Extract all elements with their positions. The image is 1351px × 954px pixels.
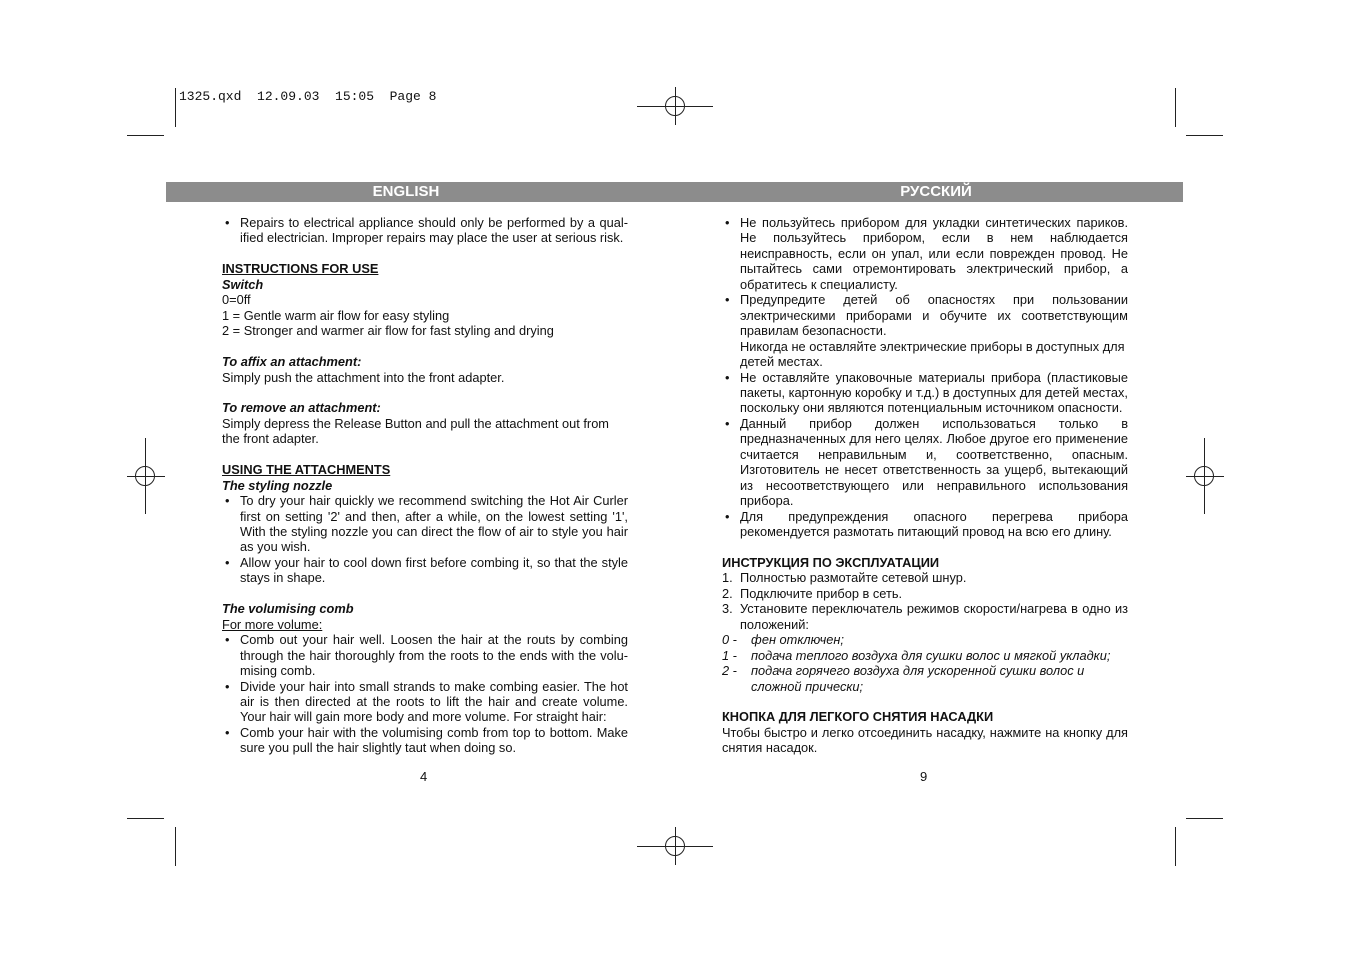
step-item: 2. Подключите прибор в сеть. — [722, 585, 903, 601]
comb-heading: The volumising comb — [222, 601, 354, 617]
russian-header: РУССКИЙ — [900, 183, 972, 200]
remove-heading: To remove an attachment: — [222, 400, 381, 416]
list-item: • Comb out your hair well. Loosen the hair at the routs by combing through the hair thoroughly from the roots to the ends with the volu-mising comb. — [225, 632, 628, 679]
instructions-heading-ru: ИНСТРУКЦИЯ ПО ЭКСПЛУАТАЦИИ — [722, 554, 940, 570]
switch-setting-0: 0=0ff — [222, 292, 251, 308]
step-item: 1. Полностью размотайте сетевой шнур. — [722, 570, 967, 586]
instructions-heading: INSTRUCTIONS FOR USE — [222, 261, 379, 277]
list-item: • Не оставляйте упаковочные материалы прибора (пластиковые пакеты, картонную коробку и т.д.) в доступных для детей местах, поскольку они являются потенциальным источником опасности. — [725, 369, 1128, 416]
list-item: • Предупредите детей об опасностях при пользовании электрическими приборами и обучите их соответствующим правилам безопасности. — [725, 292, 1128, 339]
switch-setting-1: 1 = Gentle warm air flow for easy styling — [222, 307, 450, 323]
switch-setting-2: 2 = Stronger and warmer air flow for fast styling and drying — [222, 323, 554, 339]
list-item: • Repairs to electrical appliance should only be performed by a qual-ified electrician. Improper repairs may place the user at serious risk. — [225, 215, 628, 246]
switch-label: Switch — [222, 276, 264, 292]
release-text-ru: Чтобы быстро и легко отсоединить насадку, нажмите на кнопку для снятия насадок. — [722, 724, 1128, 756]
release-heading-ru: КНОПКА ДЛЯ ЛЕГКОГО СНЯТИЯ НАСАДКИ — [722, 709, 994, 725]
list-item: • To dry your hair quickly we recommend switching the Hot Air Curler first on setting '2' and then, after a while, on the lowest setting '1', With the styling nozzle you can direct the flow of air to style you hair as you wish. — [225, 493, 628, 555]
russian-column — [722, 215, 1128, 756]
list-item: • Comb your hair with the volumising comb from top to bottom. Make sure you pull the hair slightly taut when doing so. — [225, 724, 628, 756]
affix-heading: To affix an attachment: — [222, 354, 362, 370]
step-item: 3. Установите переключатель режимов скорости/нагрева в одно из положений: — [722, 601, 1128, 632]
affix-text: Simply push the attachment into the front adapter. — [222, 369, 505, 385]
list-item-continuation: Никогда не оставляйте электрические приборы в доступных для детей местах. — [740, 338, 1125, 370]
page-number-right: 9 — [920, 769, 928, 784]
list-item: • Для предупреждения опасного перегрева прибора рекомендуется размотать питающий провод на всю его длину. — [725, 508, 1128, 540]
remove-text: Simply depress the Release Button and pull the attachment out from the front adapter. — [222, 415, 609, 447]
option-item: 1 - подача теплого воздуха для сушки волос и мягкой укладки; — [722, 647, 1111, 663]
english-header: ENGLISH — [372, 183, 440, 200]
english-column — [222, 215, 628, 756]
attachments-heading: USING THE ATTACHMENTS — [222, 462, 391, 478]
list-item: • Не пользуйтесь прибором для укладки синтетических париков. Не пользуйтесь прибором, если в нем наблюдается неисправность, если он упал, или если поврежден провод. Не пытайтесь сами отремонтировать электрический прибор, а обратитесь к специалисту. — [725, 215, 1128, 292]
option-item: 2 - подача горячего воздуха для ускоренной сушки волос и сложной прически; — [722, 663, 1085, 694]
print-slug: 1325.qxd 12.09.03 15:05 Page 8 — [179, 89, 437, 104]
list-item: • Allow your hair to cool down first before combing it, so that the style stays in shape. — [225, 554, 628, 586]
option-item: 0 - фен отключен; — [722, 632, 844, 648]
list-item: • Divide your hair into small strands to make combing easier. The hot air is then directed at the roots to lift the hair and create volume. Your hair will gain more body and more volume. For straight hair: — [225, 678, 628, 725]
nozzle-heading: The styling nozzle — [222, 477, 333, 493]
page-number-left: 4 — [420, 769, 428, 784]
list-item: • Данный прибор должен использоваться только в предназначенных для него целях. Любое другое его применение считается неправильным и, соответственно, опасным. Изготовитель не несет ответственность за ущерб, вытекающий из несоответствующего или неправильного использования прибора. — [725, 415, 1128, 509]
comb-subheading: For more volume: — [222, 616, 323, 632]
